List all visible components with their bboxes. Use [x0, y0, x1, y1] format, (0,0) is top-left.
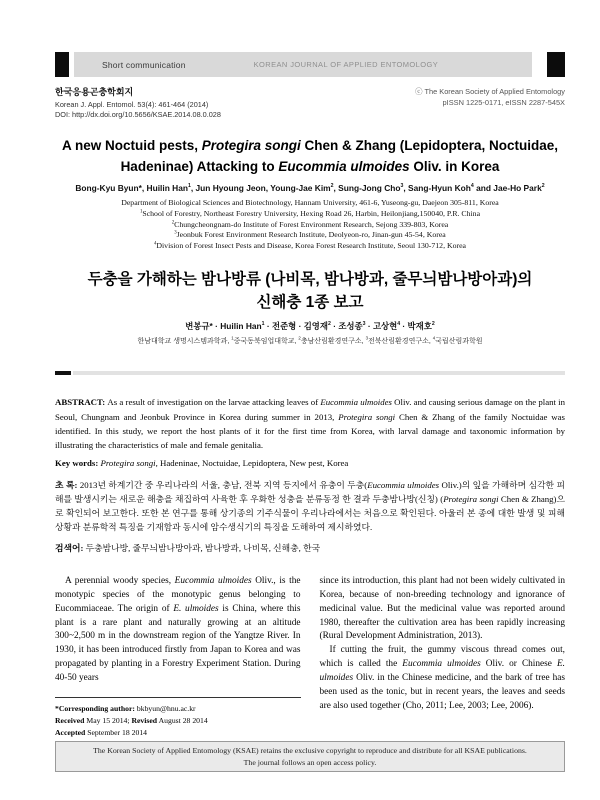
affiliation-line: $^4$Division of Forest Insect Pests and Disease, Korea Forest Research Institute, Seoul 130-712, Korea [153, 241, 467, 251]
footer-line-2: The journal follows an open access policy. [243, 757, 377, 767]
title-en-line-2: Hadeninae) Attacking to Eucommia ulmoides Oliv. in Korea [120, 159, 500, 175]
keywords-en [55, 458, 565, 468]
body-paragraph: since its introduction, this plant had not been widely cultivated in Korea, because of non-breeding technology and ignorance of medicinal value. But the medicinal value was reported around 1980, thereafter the cultivation area has been rapidly increasing (Rural Development Administration, 2013). [319, 576, 565, 642]
band-bar [74, 52, 532, 77]
keywords-kr-label: 검색어: [55, 543, 86, 554]
affiliation-line: $^2$Chungcheongnam-do Institute of Forest Environment Research, Sejong 339-803, Korea [171, 219, 449, 229]
divider-gray-bar [73, 371, 565, 375]
masthead-left [55, 86, 221, 121]
keywords-text: Protegira songi, Hadeninae, Noctuidae, Lepidoptera, New pest, Korea [100, 458, 349, 469]
title-en-line-1: A new Noctuid pests, Protegira songi Chen & Zhang (Lepidoptera, Noctuidae, [61, 138, 559, 154]
body-paragraph: If cutting the fruit, the gummy viscous thread comes out, which is called the Eucommia ulmoides Oliv. or Chinese E. ulmoides Oliv. in the Chinese medicine, and the bark of tree has been used as the tonic, but in recent years, the leaves and seeds are also used together (Cho, 2011; Lee, 2003; Lee, 2006). [319, 645, 565, 711]
title-kr-line-1: 두충을 가해하는 밤나방류 (나비목, 밤나방과, 줄무늬밤나방아과)의 [87, 270, 533, 288]
left-column [55, 575, 301, 740]
abstract-label: ABSTRACT: [55, 397, 108, 408]
abstract-en [55, 395, 565, 452]
corresponding-author-line [55, 703, 301, 715]
affiliation-line: $^3$Jeonbuk Forest Environment Research Institute, Deolyeon-ro, Jinan-gun 45-54, Korea [174, 230, 446, 240]
copyright-notice: ⓒ The Korean Society of Applied Entomology [415, 87, 565, 96]
affiliation-line: $^1$School of Forestry, Northeast Forestry University, Hexing Road 26, Harbin, Heilonjiang,150040, P.R. China [139, 208, 481, 218]
abstract-kr-label: 초 록: [55, 480, 80, 491]
abstract-text: As a result of investigation on the larvae attacking leaves of Eucommia ulmoides Oliv. and causing serious damage on the plant in Seoul, Chungnam and Jeonbuk Province in Korea during summer in 2013, Protegira songi Chen & Zhang of the family Noctuidae was identified. In this study, we report the host plants of it for the first time from Korea, with larval damage and taxonomic information by illustrating the characteristics of male and female genitalia. [55, 397, 565, 451]
authors-kr: 변봉규* · Huilin Han$^1$ · 전준형 · 김영재$^2$ · 조성종$^3$ · 고상현$^4$ · 박재호$^2$ [185, 321, 435, 332]
title-kr-line-2: 신해충 1종 보고 [256, 294, 364, 312]
article-type-label: Short communication [102, 59, 186, 70]
journal-name-header: KOREAN JOURNAL OF APPLIED ENTOMOLOGY [253, 60, 439, 69]
journal-citation: Korean J. Appl. Entomol. 53(4): 461-464 (2014) [55, 99, 209, 109]
right-column [320, 575, 566, 740]
abstract-kr [55, 479, 565, 535]
keywords-kr [55, 541, 565, 554]
band-right-square-decoration [547, 52, 565, 77]
body-columns [55, 575, 565, 740]
accepted-line: Accepted September 18 2014 [55, 728, 148, 738]
section-divider [55, 371, 565, 375]
authors-en: Bong-Kyu Byun*, Huilin Han$^1$, Jun Hyoung Jeon, Young-Jae Kim$^2$, Sung-Jong Cho$^3$, Sang-Hyun Koh$^4$ and Jae-Ho Park$^2$ [75, 183, 545, 194]
article-title-en [55, 136, 565, 178]
abstract-kr-text: 2013년 하계기간 중 우리나라의 서울, 충남, 전북 지역 등지에서 유충이 두충(Eucommia ulmoides Oliv.)의 잎을 가해하며 심각한 피해를 발생시키는 새로운 해충을 채집하여 사육한 후 우화한 성충을 분류동정 한 결과 두충밤나방(신칭) (Protegira songi Chen & Zhang)으로 확인되어 보고한다. 또한 본 연구를 통해 상기종의 기주식물이 우리나라에서는 처음으로 확인된다. 아울러 본 종에 대한 발생 및 피해상황과 분류학적 특징을 기재함과 동시에 암수생식기의 특징을 도해하여 제시하였다. [55, 480, 566, 533]
affiliations-kr: 한남대학교 생명시스템과학과, $^1$중국동북임업대학교, $^2$충남산림환경연구소, $^3$전북산림환경연구소, $^4$국립산림과학원 [137, 336, 483, 346]
footnote [55, 697, 301, 740]
header-band [55, 52, 565, 77]
affiliation-line: Department of Biological Sciences and Biotechnology, Hannam University, 461-6, Yuseong-gu, Daejeon 305-811, Korea [121, 198, 499, 208]
email-link[interactable]: bkbyun@hnu.ac.kr [136, 703, 196, 713]
received-revised-line: Received May 15 2014; Revised August 28 2014 [55, 716, 208, 726]
doi-link[interactable]: DOI: http://dx.doi.org/10.5656/KSAE.2014.08.0.028 [55, 110, 221, 120]
body-paragraph: A perennial woody species, Eucommia ulmoides Oliv., is the monotypic species of the monotypic genus belonging to Eucommiaceae. The origin of E. ulmoides is China, where this plant is a rare plant and naturally growing at an altitude 300~2,500 m in the downstream region of the Yangtze River. In 1930, it has been introduced firstly from Japan to Korea and was propagated by planting in a Forestry Experiment Station. During 40-50 years [55, 576, 301, 683]
corresponding-author-label: *Corresponding author: [55, 703, 137, 713]
keywords-label: Key words: [55, 458, 101, 469]
masthead [55, 86, 565, 121]
masthead-right [415, 86, 565, 121]
affiliations-en [55, 198, 565, 252]
keywords-kr-text: 두충밤나방, 줄무늬밤나방아과, 밤나방과, 나비목, 신해충, 한국 [85, 543, 321, 554]
article-title-kr [55, 268, 565, 315]
footer-copyright-box [55, 741, 565, 772]
band-left-square-decoration [55, 52, 69, 77]
footer-line-1: The Korean Society of Applied Entomology (KSAE) retains the exclusive copyright to reproduce and distribute for all KSAE publications. [93, 746, 527, 755]
journal-korean-name: 한국응용곤충학회지 [55, 87, 134, 97]
divider-black-segment [55, 371, 71, 375]
issn-numbers: pISSN 1225-0171, eISSN 2287-545X [442, 98, 565, 108]
